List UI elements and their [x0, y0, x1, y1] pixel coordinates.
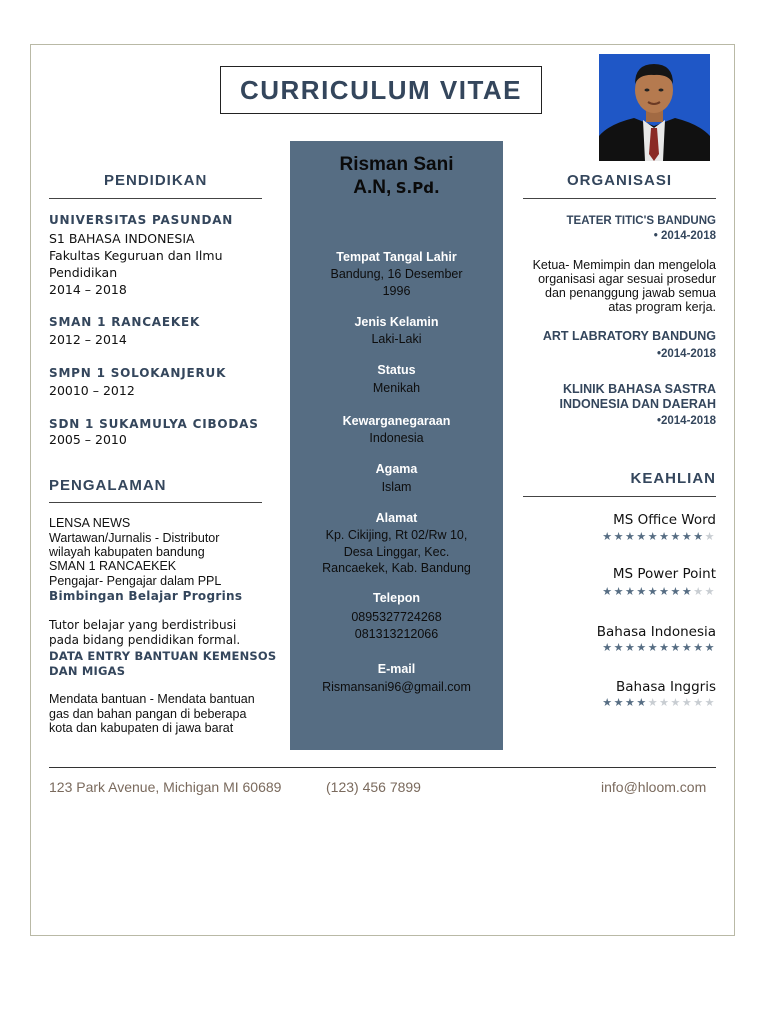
email-value: Rismansani96@gmail.com	[322, 680, 471, 694]
school-name: SMPN 1 SOLOKANJERUK	[49, 366, 227, 380]
pendidikan-rule	[49, 198, 262, 199]
star-empty-icon: ★	[704, 531, 716, 543]
star-empty-icon: ★	[659, 697, 671, 709]
title-box	[220, 66, 542, 114]
address-label: Alamat	[375, 511, 418, 525]
star-filled-icon: ★	[636, 642, 648, 654]
education-years: 2005 – 2010	[49, 432, 127, 447]
star-filled-icon: ★	[659, 642, 671, 654]
star-filled-icon: ★	[602, 697, 614, 709]
star-empty-icon: ★	[693, 586, 705, 598]
gender-value: Laki-Laki	[371, 332, 422, 346]
skill-rating	[602, 696, 716, 709]
org-years: •2014-2018	[656, 348, 716, 360]
star-filled-icon: ★	[625, 531, 637, 543]
phone-value: 0895327724268	[351, 610, 442, 624]
org-name: KLINIK BAHASA SASTRA	[562, 382, 716, 396]
star-empty-icon: ★	[670, 697, 682, 709]
personal-info-panel	[290, 141, 503, 750]
education-detail: S1 BAHASA INDONESIA	[49, 231, 195, 246]
star-filled-icon: ★	[681, 531, 694, 543]
star-filled-icon: ★	[625, 697, 637, 709]
skill-rating	[602, 641, 716, 654]
pengalaman-heading: PENGALAMAN	[49, 477, 167, 494]
citizenship-label: Kewarganegaraan	[342, 414, 451, 428]
org-name: ART LABRATORY BANDUNG	[542, 329, 716, 343]
star-empty-icon: ★	[693, 697, 705, 709]
star-filled-icon: ★	[625, 642, 637, 654]
birth-label: Tempat Tangal Lahir	[336, 250, 457, 264]
organisasi-heading: ORGANISASI	[567, 172, 673, 189]
org-years: •2014-2018	[656, 415, 716, 427]
skill-name: MS Office Word	[613, 512, 716, 528]
phone-value: 081313212066	[354, 627, 439, 641]
star-filled-icon: ★	[681, 586, 694, 598]
email-label: E-mail	[377, 662, 416, 676]
status-value: Menikah	[372, 381, 421, 395]
star-filled-icon: ★	[659, 586, 671, 598]
star-filled-icon: ★	[659, 531, 671, 543]
star-filled-icon: ★	[647, 642, 660, 654]
star-filled-icon: ★	[670, 586, 682, 598]
experience-title: DATA ENTRY BANTUAN KEMENSOS	[49, 649, 277, 663]
gender-label: Jenis Kelamin	[354, 315, 439, 329]
citizenship-value: Indonesia	[369, 431, 424, 445]
footer-phone: (123) 456 7899	[326, 779, 421, 795]
skill-rating	[602, 585, 716, 598]
footer-rule	[49, 767, 716, 768]
education-years: 2014 – 2018	[49, 282, 127, 297]
org-name: INDONESIA DAN DAERAH	[559, 397, 716, 411]
experience-line: Pengajar- Pengajar dalam PPL	[49, 574, 222, 588]
experience-title: DAN MIGAS	[49, 664, 126, 678]
education-years: 2012 – 2014	[49, 332, 127, 347]
star-filled-icon: ★	[636, 697, 648, 709]
org-years: • 2014-2018	[653, 230, 716, 242]
star-filled-icon: ★	[613, 531, 625, 543]
star-empty-icon: ★	[704, 697, 716, 709]
org-name: TEATER TITIC'S BANDUNG	[566, 215, 716, 227]
school-name: UNIVERSITAS PASUNDAN	[49, 213, 234, 227]
star-filled-icon: ★	[704, 642, 716, 654]
star-filled-icon: ★	[613, 586, 625, 598]
experience-title: Bimbingan Belajar Progrins	[49, 589, 243, 603]
degree-suffix: S.Pd.	[395, 179, 440, 197]
star-filled-icon: ★	[613, 642, 625, 654]
star-filled-icon: ★	[602, 642, 614, 654]
experience-line: kota dan kabupaten di jawa barat	[49, 721, 234, 735]
phone-label: Telepon	[373, 591, 420, 605]
org-description: atas program kerja.	[608, 300, 716, 314]
star-filled-icon: ★	[613, 697, 625, 709]
religion-value: Islam	[381, 480, 412, 494]
address-value: Desa Linggar, Kec.	[343, 545, 450, 559]
birth-value: Bandung, 16 Desember	[330, 267, 463, 281]
star-filled-icon: ★	[636, 586, 648, 598]
education-detail: Fakultas Keguruan dan Ilmu	[49, 248, 223, 263]
organisasi-rule	[523, 198, 716, 199]
full-name-line2	[290, 177, 503, 199]
experience-line: gas dan bahan pangan di beberapa	[49, 707, 247, 721]
star-empty-icon: ★	[647, 697, 660, 709]
school-name: SMAN 1 RANCAEKEK	[49, 315, 201, 329]
address-value: Rancaekek, Kab. Bandung	[322, 561, 471, 575]
full-name-rest: A.N,	[353, 177, 392, 198]
education-years: 20010 – 2012	[49, 383, 135, 398]
star-filled-icon: ★	[602, 586, 614, 598]
experience-line: SMAN 1 RANCAEKEK	[49, 559, 177, 573]
status-label: Status	[377, 363, 416, 377]
experience-line: Tutor belajar yang berdistribusi	[49, 618, 237, 632]
star-filled-icon: ★	[670, 531, 682, 543]
skill-name: Bahasa Indonesia	[596, 624, 716, 640]
skill-name: Bahasa Inggris	[616, 679, 716, 695]
page-title: CURRICULUM VITAE	[239, 74, 523, 105]
star-filled-icon: ★	[693, 531, 705, 543]
star-filled-icon: ★	[647, 586, 660, 598]
school-name: SDN 1 SUKAMULYA CIBODAS	[49, 417, 259, 431]
pendidikan-heading: PENDIDIKAN	[104, 172, 208, 189]
footer-email[interactable]: info@hloom.com	[601, 779, 707, 795]
full-name-line1: Risman Sani	[339, 154, 454, 175]
star-filled-icon: ★	[693, 642, 705, 654]
skill-name: MS Power Point	[612, 566, 716, 582]
religion-label: Agama	[375, 462, 418, 476]
experience-line: LENSA NEWS	[49, 516, 131, 530]
star-filled-icon: ★	[647, 531, 660, 543]
address-value: Kp. Cikijing, Rt 02/Rw 10,	[325, 528, 468, 542]
keahlian-heading: KEAHLIAN	[630, 470, 716, 487]
skill-rating	[602, 530, 716, 543]
pengalaman-rule	[49, 502, 262, 503]
star-filled-icon: ★	[636, 531, 648, 543]
star-filled-icon: ★	[602, 531, 614, 543]
education-detail: Pendidikan	[49, 265, 118, 280]
experience-line: pada bidang pendidikan formal.	[49, 633, 241, 647]
footer-address: 123 Park Avenue, Michigan MI 60689	[49, 779, 282, 795]
star-empty-icon: ★	[704, 586, 716, 598]
org-description: Ketua- Memimpin dan mengelola	[532, 258, 716, 272]
keahlian-rule	[523, 496, 716, 497]
profile-photo	[599, 54, 710, 161]
star-filled-icon: ★	[670, 642, 682, 654]
experience-line: Mendata bantuan - Mendata bantuan	[49, 692, 255, 706]
org-description: organisasi agar sesuai prosedur	[538, 272, 716, 286]
experience-line: Wartawan/Jurnalis - Distributor	[49, 531, 220, 545]
star-empty-icon: ★	[681, 697, 694, 709]
star-filled-icon: ★	[625, 586, 637, 598]
experience-line: wilayah kabupaten bandung	[49, 545, 205, 559]
birth-value: 1996	[382, 284, 411, 298]
profile-photo-illustration	[599, 54, 710, 161]
org-description: dan penanggung jawab semua	[545, 286, 716, 300]
star-filled-icon: ★	[681, 642, 694, 654]
